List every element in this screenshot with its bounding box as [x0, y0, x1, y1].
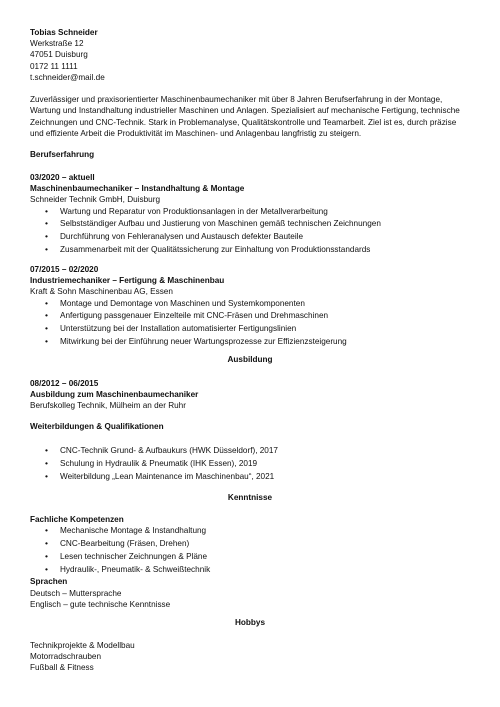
- training-item: • Schulung in Hydraulik & Pneumatik (IHK Essen), 2019: [30, 458, 475, 469]
- job-period: 07/2015 – 02/2020: [30, 265, 99, 274]
- hobby-item: Technikprojekte & Modellbau: [30, 641, 135, 650]
- job-task: • Durchführung von Fehleranalysen und Austausch defekter Bauteile: [30, 231, 475, 242]
- email-address: t.schneider@mail.de: [30, 72, 105, 82]
- profile-summary: Zuverlässiger und praxisorientierter Maschinenbaumechaniker mit über 8 Jahren Berufserfahrung in der Montage, Wartung und Instandhaltung industrieller Maschinen und Anlagen. Spezialisiert auf mechanische Fertigung, technische Zeichnungen und CNC-Technik. Stark in Problemanalyse, Qualitätskontrolle und Teamarbeit. Ziel ist es, durch präzise und effiziente Arbeit die Produktivität im Maschinen- und Anlagenbau langfristig zu steigern.: [30, 95, 460, 139]
- technical-skills-list: [30, 525, 475, 575]
- training-list: [30, 445, 475, 482]
- skills-section: [30, 514, 475, 610]
- training-heading: Weiterbildungen & Qualifikationen: [30, 422, 164, 431]
- experience-section: [30, 149, 475, 160]
- hobbies-section: [30, 640, 475, 674]
- experience-heading: Berufserfahrung: [30, 150, 95, 159]
- education-school: Berufskolleg Technik, Mülheim an der Ruhr: [30, 401, 186, 411]
- phone-number: 0172 11 1111: [30, 61, 78, 71]
- training-item: • Weiterbildung „Lean Maintenance im Maschinenbau“, 2021: [30, 471, 475, 482]
- job-task: • Unterstützung bei der Installation automatisierter Fertigungslinien: [30, 323, 475, 334]
- job-task: • Selbstständiger Aufbau und Justierung von Maschinen gemäß technischen Zeichnungen: [30, 218, 475, 229]
- education-heading: Ausbildung: [227, 355, 273, 364]
- hobby-item: Motorradschrauben: [30, 652, 101, 662]
- education-title: Ausbildung zum Maschinenbaumechaniker: [30, 390, 199, 400]
- job-entry: [30, 264, 475, 349]
- contact-block: [30, 27, 475, 83]
- education-period: 08/2012 – 06/2015: [30, 379, 99, 388]
- training-list-block: [30, 445, 475, 483]
- job-period: 03/2020 – aktuell: [30, 173, 95, 182]
- city-address: 47051 Duisburg: [30, 50, 88, 60]
- job-task: • Montage und Demontage von Maschinen und Systemkomponenten: [30, 298, 475, 309]
- education-entry: [30, 378, 475, 412]
- hobby-item: Fußball & Fitness: [30, 663, 94, 673]
- language-item: Deutsch – Muttersprache: [30, 588, 122, 598]
- technical-skill: • Hydraulik-, Pneumatik- & Schweißtechnik: [30, 564, 475, 575]
- hobbies-heading: Hobbys: [234, 618, 266, 627]
- job-company: Schneider Technik GmbH, Duisburg: [30, 195, 160, 205]
- job-entry: [30, 172, 475, 257]
- job-task: • Zusammenarbeit mit der Qualitätssicherung zur Einhaltung von Produktionsstandards: [30, 244, 475, 255]
- job-title: Maschinenbaumechaniker – Instandhaltung & Montage: [30, 184, 245, 194]
- skills-heading: Kenntnisse: [227, 493, 273, 502]
- language-item: Englisch – gute technische Kenntnisse: [30, 599, 171, 609]
- job-task-list: [30, 206, 475, 256]
- technical-skill: • CNC-Bearbeitung (Fräsen, Drehen): [30, 538, 475, 549]
- street-address: Werkstraße 12: [30, 39, 84, 49]
- training-section: [30, 421, 475, 432]
- technical-skill: • Lesen technischer Zeichnungen & Pläne: [30, 551, 475, 562]
- job-task: • Mitwirkung bei der Einführung neuer Wartungsprozesse zur Effizienzsteigerung: [30, 336, 475, 347]
- training-item: • CNC-Technik Grund- & Aufbaukurs (HWK Düsseldorf), 2017: [30, 445, 475, 456]
- technical-skill: • Mechanische Montage & Instandhaltung: [30, 525, 475, 536]
- applicant-name: Tobias Schneider: [30, 28, 98, 37]
- job-title: Industriemechaniker – Fertigung & Maschinenbau: [30, 276, 225, 286]
- job-task-list: [30, 298, 475, 348]
- job-task: • Wartung und Reparatur von Produktionsanlagen in der Metallverarbeitung: [30, 206, 475, 217]
- technical-skills-heading: Fachliche Kompetenzen: [30, 515, 124, 524]
- languages-heading: Sprachen: [30, 577, 68, 587]
- job-task: • Anfertigung passgenauer Einzelteile mit CNC-Fräsen und Drehmaschinen: [30, 310, 475, 321]
- job-company: Kraft & Sohn Maschinenbau AG, Essen: [30, 287, 173, 297]
